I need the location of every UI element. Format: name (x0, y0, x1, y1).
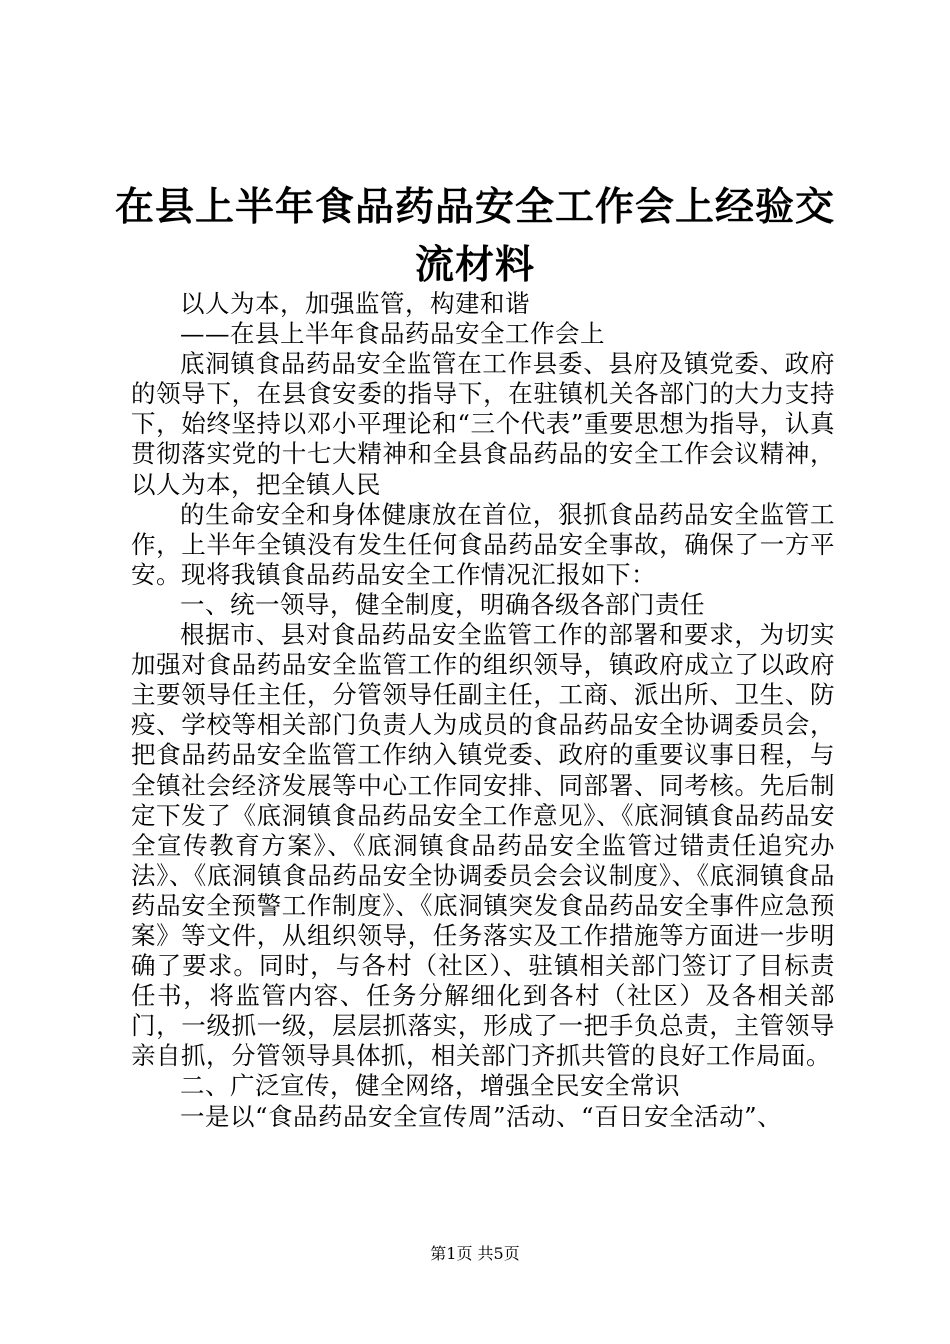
page-number: 第1页 共5页 (430, 1244, 520, 1263)
paragraph-subheading: ——在县上半年食品药品安全工作会上 (180, 319, 605, 349)
paragraph-section-1: 根据市、县对食品药品安全监管工作的部署和要求，为切实加强对食品药品安全监管工作的组织领导，镇政府成立了以政府主要领导任主任，分管领导任副主任，工商、派出所、卫生、防疫、学校等相关部门负责人为成员的食品药品安全协调委员会，把食品药品安全监管工作纳入镇党委、政府的重要议事日程，与全镇社会经济发展等中心工作同安排、同部署、同考核。先后制定下发了《底洞镇食品药品安全工作意见》、《底洞镇食品药品安全宣传教育方案》、《底洞镇食品药品安全监管过错责任追究办法》、《底洞镇食品药品安全协调委员会会议制度》、《底洞镇食品药品安全预警工作制度》、《底洞镇突发食品药品安全事件应急预案》等文件，从组织领导，任务落实及工作措施等方面进一步明确了要求。同时，与各村（社区）、驻镇相关部门签订了目标责任书，将监管内容、任务分解细化到各村（社区）及各相关部门，一级抓一级，层层抓落实，形成了一把手负总责，主管领导亲自抓，分管领导具体抓，相关部门齐抓共管的良好工作局面。 (131, 620, 835, 1071)
document-title: 在县上半年食品药品安全工作会上经验交流材料 (114, 184, 835, 288)
paragraph-subtitle: 以人为本，加强监管，构建和谐 (180, 289, 530, 318)
document-body (131, 289, 835, 1132)
paragraph-intro: 底洞镇食品药品安全监管在工作县委、县府及镇党委、政府的领导下，在县食安委的指导下，在驻镇机关各部门的大力支持下，始终坚持以邓小平理论和“三个代表”重要思想为指导，认真贯彻落实党的十七大精神和全县食品药品的安全工作会议精神，以人为本，把全镇人民 (131, 349, 835, 499)
paragraph-intro-continued: 的生命安全和身体健康放在首位，狠抓食品药品安全监管工作，上半年全镇没有发生任何食品药品安全事故，确保了一方平安。现将我镇食品药品安全工作情况汇报如下： (131, 499, 835, 589)
paragraph-section-2: 一是以“食品药品安全宣传周”活动、“百日安全活动”、 (180, 1101, 783, 1131)
section-heading-2: 二、广泛宣传，健全网络，增强全民安全常识 (180, 1071, 680, 1101)
section-heading-1: 一、统一领导，健全制度，明确各级各部门责任 (180, 589, 705, 619)
